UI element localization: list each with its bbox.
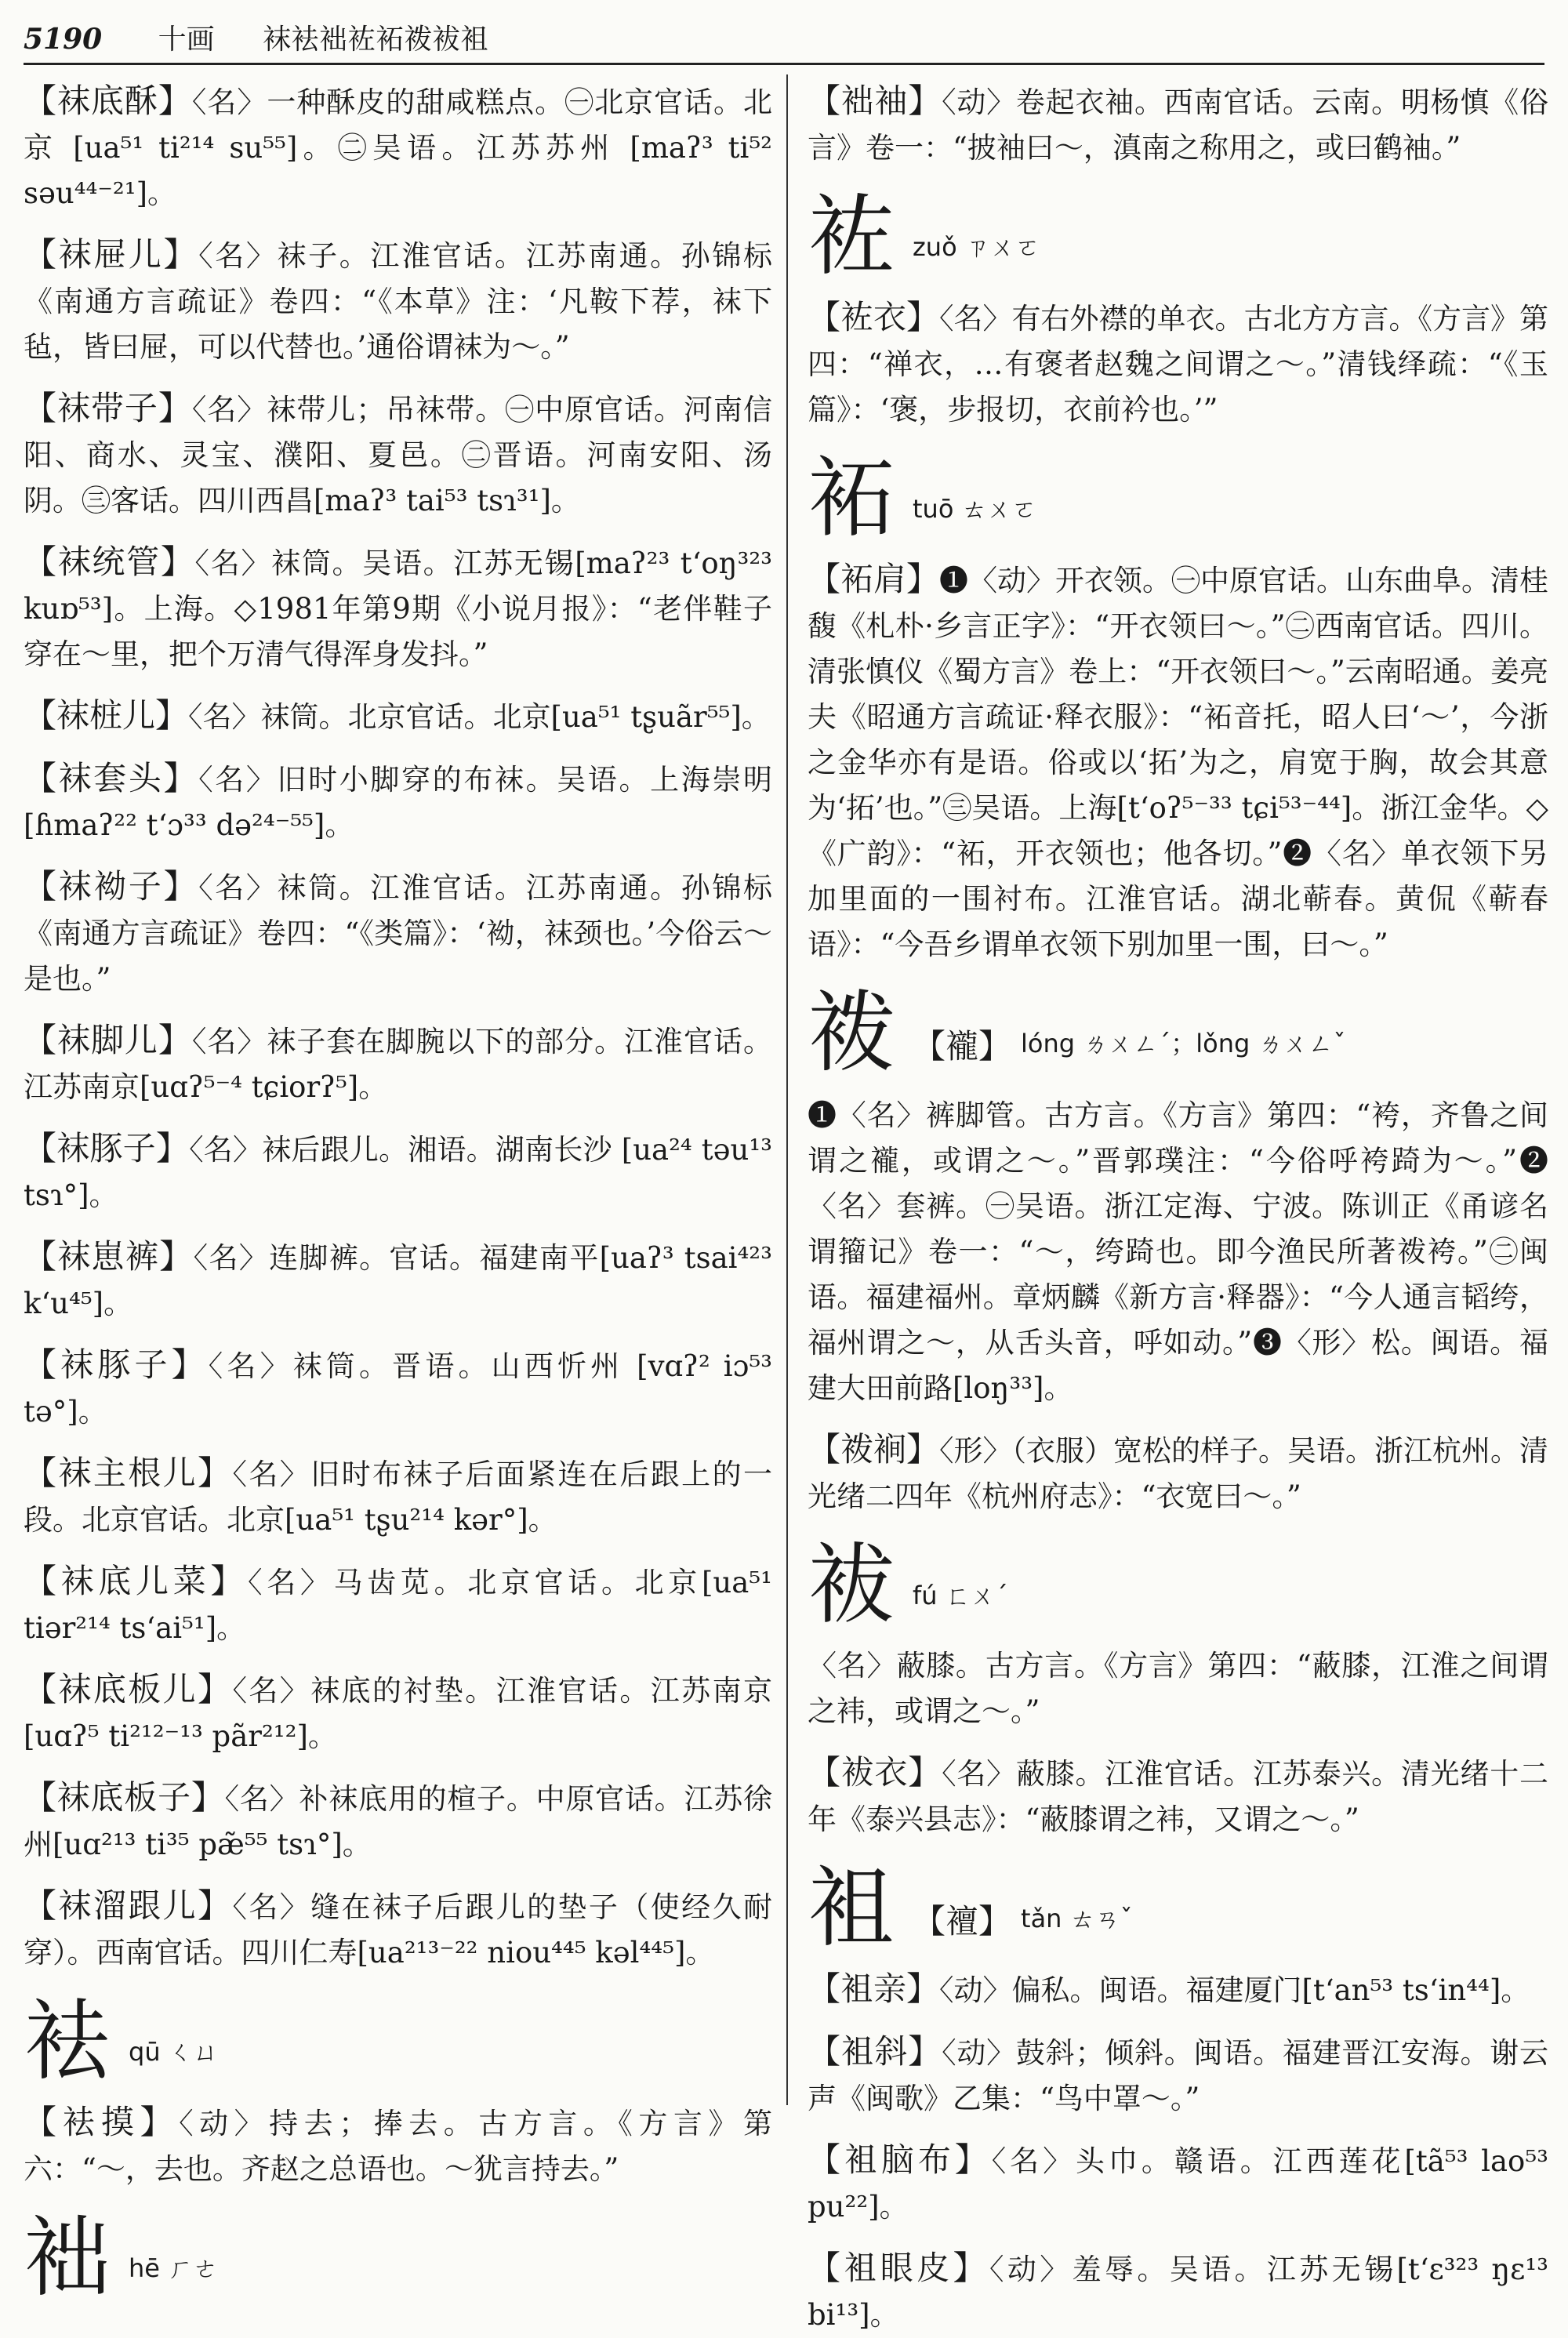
column-divider [786,74,788,2105]
left-column [24,78,772,2309]
entry-term: 【袜带子】 [24,389,192,427]
headword-pinyin: hē ㄏㄜ [129,2253,219,2283]
entry-definition: 〈动〉持去；捧去。古方言。《方言》第六：“～，去也。齐赵之总语也。～犹言持去。” [24,2107,772,2186]
entry-definition: 〈名〉一种酥皮的甜咸糕点。㊀北京官话。北京 [ua⁵¹ ti²¹⁴ su⁵⁵]。㊁吴语。江苏苏州 [maʔ³ ti⁵² səu⁴⁴⁻²¹]。 [24,85,772,210]
dictionary-entry [24,1450,772,1543]
headword-pinyin: tuō ㄊㄨㄛ [913,494,1037,524]
entry-definition: ❶〈名〉裤脚管。古方言。《方言》第四：“袴，齐鲁之间谓之襱，或谓之～。”晋郭璞注：“今俗呼袴踦为～。”❷〈名〉套裤。㊀吴语。浙江定海、宁波。陈训正《甬谚名谓籀记》卷一：“～，绔踦也。即今渔民所著袯袴。”㊁闽语。福建福州。章炳麟《新方言·释器》：“今人通言韬绔，福州谓之～，从舌头音，呼如动。”❸〈形〉松。闽语。福建大田前路[loŋ³³]。 [808,1098,1548,1405]
entry-term: 【袜底板儿】 [24,1670,233,1708]
entry-term: 【袜豚子】 [24,1345,209,1384]
dictionary-entry [808,295,1548,433]
entry-definition: 〈名〉有右外襟的单衣。古北方方言。《方言》第四：“禅衣，…有褒者赵魏之间谓之～。”清钱绎疏：“《玉篇》：‘褒，步报切，衣前衿也。’” [808,302,1549,427]
entry-definition: 〈动〉鼓斜；倾斜。闽语。福建晋江安海。谢云声《闽歌》乙集：“鸟中罩～。” [808,2036,1548,2115]
entry-term: 【袪摸】 [24,2103,180,2141]
dictionary-entry [24,1126,772,1218]
headword-char: 袪 [24,1991,111,2093]
dictionary-entry [808,2137,1548,2230]
dictionary-entry [24,386,772,524]
headword-long [808,982,1548,1084]
entry-definition: 〈名〉袜筒。江淮官话。江苏南通。孙锦标《南通方言疏证》卷四：“《类篇》：‘袎，袜颈也。’今俗云～是也。” [24,871,772,996]
entry-definition: 〈名〉补袜底用的楦子。中原官话。江苏徐州[uɑ²¹³ ti³⁵ pæ̃⁵⁵ tsɿ°]。 [24,1782,772,1861]
entry-term: 【袜脚儿】 [24,1021,192,1059]
headword-char: 袥 [808,448,895,550]
entry-term: 【袥肩】 [808,560,940,598]
dictionary-entry [24,539,772,677]
entry-term: 【袜套头】 [24,759,199,797]
entry-definition: 〈名〉蔽膝。江淮官话。江苏泰兴。清光绪十二年《泰兴县志》：“蔽膝谓之袆，又谓之～。” [808,1757,1548,1836]
dictionary-entry [24,1559,772,1651]
section-label: 十画 [158,24,215,56]
dictionary-entry [24,1883,772,1976]
entry-term: 【袜底酥】 [24,82,192,120]
dictionary-entry [24,2100,772,2192]
page-number: 5190 [24,23,103,56]
entry-definition: 〈名〉连脚裤。官话。福建南平[uaʔ³ tsai⁴²³ kʻu⁴⁵]。 [24,1241,772,1320]
entry-definition: 〈名〉旧时小脚穿的布袜。吴语。上海崇明[ɦmaʔ²² tʻɔ³³ də²⁴⁻⁵⁵]。 [24,763,772,842]
headword-tan [808,1857,1548,1959]
entry-definition: 〈名〉袜筒。晋语。山西忻州 [vɑʔ² iɔ⁵³ tə°]。 [24,1349,772,1429]
entry-definition: 〈动〉偏私。闽语。福建厦门[tʻan⁵³ tsʻin⁴⁴]。 [939,1973,1530,2007]
entry-term: 【袜豚子】 [24,1129,190,1167]
dictionary-entry [24,756,772,848]
headword-pinyin: tǎn ㄊㄢˇ [1021,1904,1133,1933]
headword-pinyin: qū ㄑㄩ [129,2037,219,2067]
page-header [24,16,1544,65]
headword-char: 袓 [808,1857,895,1959]
entry-term: 【袏衣】 [808,298,940,336]
headword-tuo [808,448,1548,550]
headword-variant: 【襱】 [913,1027,1012,1066]
entry-definition: 〈名〉袜子套在脚腕以下的部分。江淮官话。江苏南京[uɑʔ⁵⁻⁴ tɕiorʔ⁵]。 [24,1025,772,1104]
entry-term: 【袓脑布】 [808,2140,992,2179]
entry-term: 【袜主根儿】 [24,1454,233,1492]
entry-definition: 〈名〉袜筒。吴语。江苏无锡[maʔ²³ tʻoŋ³²³ kuɒ⁵³]。上海。◇1981年第9期《小说月报》：“老伴鞋子穿在～里，把个万清气得浑身发抖。” [24,546,772,671]
dictionary-entry [24,1775,772,1868]
entry-term: 【袜崽裤】 [24,1237,194,1276]
entry-definition: 〈形〉（衣服）宽松的样子。吴语。浙江杭州。清光绪二四年《杭州府志》：“衣宽曰～。” [808,1434,1549,1513]
headword-he [24,2207,772,2309]
dictionary-entry [808,1643,1548,1734]
entry-definition: 〈名〉缝在袜子后跟儿的垫子（使经久耐穿）。西南官话。四川仁寿[ua²¹³⁻²² niou⁴⁴⁵ kəl⁴⁴⁵]。 [24,1890,772,1970]
dictionary-entry [808,1427,1548,1519]
entry-term: 【袦袖】 [808,82,942,120]
entry-definition: 〈名〉袜底的衬垫。江淮官话。江苏南京[uɑʔ⁵ ti²¹²⁻¹³ pãr²¹²]。 [24,1674,772,1753]
dictionary-entry [808,557,1548,968]
entry-definition: 〈动〉卷起衣袖。西南官话。云南。明杨慎《俗言》卷一：“披袖曰～，滇南之称用之，或曰鹤袖。” [808,85,1548,165]
dictionary-entry [808,2029,1548,2122]
entry-definition: 〈名〉旧时布袜子后面紧连在后跟上的一段。北京官话。北京[ua⁵¹ tʂu²¹⁴ kər°]。 [24,1458,772,1537]
entry-term: 【袚衣】 [808,1753,942,1792]
entry-definition: 〈名〉袜子。江淮官话。江苏南通。孙锦标《南通方言疏证》卷四：“《本草》注：‘凡鞍下荐，袜下毡，皆曰屉，可以代替也。’通俗谓袜为～。” [24,239,772,364]
header-chars: 袜袪袦袏袥袯袚袓 [263,24,489,56]
entry-definition: 〈名〉袜带儿；吊袜带。㊀中原官话。河南信阳、商水、灵宝、濮阳、夏邑。㊁晋语。河南安阳、汤阴。㊂客话。四川西昌[maʔ³ tai⁵³ tsɿ³¹]。 [24,393,772,517]
headword-pinyin: lóng ㄌㄨㄥˊ；lǒng ㄌㄨㄥˇ [1021,1029,1346,1058]
entry-term: 【袓眼皮】 [808,2249,989,2287]
dictionary-entry [24,232,772,370]
dictionary-entry [808,1750,1548,1842]
entry-term: 【袓亲】 [808,1970,940,2008]
dictionary-entry [24,1018,772,1110]
dictionary-entry [24,864,772,1002]
dictionary-entry [24,693,772,740]
entry-definition: 〈名〉袜筒。北京官话。北京[ua⁵¹ tʂuãr⁵⁵]。 [188,700,771,734]
dictionary-entry [24,1234,772,1327]
headword-variant: 【襢】 [913,1902,1012,1940]
entry-term: 【袜袎子】 [24,867,199,906]
entry-definition: 〈名〉蔽膝。古方言。《方言》第四：“蔽膝，江淮之间谓之袆，或谓之～。” [808,1649,1548,1728]
entry-term: 【袜底儿菜】 [24,1562,249,1600]
entry-term: 【袜屉儿】 [24,235,199,274]
entry-term: 【袜底板子】 [24,1778,225,1817]
dictionary-entry [808,78,1548,171]
headword-pinyin: zuǒ ㄗㄨㄛ [913,232,1040,262]
entry-term: 【袜溜跟儿】 [24,1886,233,1925]
headword-char: 袦 [24,2207,111,2309]
entry-definition: 〈动〉羞辱。吴语。江苏无锡[tʻɛ³²³ ŋɛ¹³ bi¹³]。 [808,2253,1548,2332]
entry-definition: ❶〈动〉开衣领。㊀中原官话。山东曲阜。清桂馥《札朴·乡言正字》：“开衣领曰～。”㊁西南官话。四川。清张慎仪《蜀方言》卷上：“开衣领曰～。”云南昭通。姜亮夫《昭通方言疏证·释衣服》：“袥音托，昭人曰‘～’，今浙之金华亦有是语。俗或以‘拓’为之，肩宽于胸，故会其意为‘拓’也。”㊂吴语。上海[tʻoʔ⁵⁻³³ tɕi⁵³⁻⁴⁴]。浙江金华。◇《广韵》：“袥，开衣领也；他各切。”❷〈名〉单衣领下另加里面的一围衬布。江淮官话。湖北蕲春。黄侃《蕲春语》：“今吾乡谓单衣领下别加里一围，曰～。” [808,564,1549,961]
headword-char: 袚 [808,1534,895,1636]
entry-term: 【袜统管】 [24,543,195,581]
headword-fu [808,1534,1548,1636]
dictionary-entry [24,78,772,216]
entry-term: 【袓斜】 [808,2032,942,2071]
entry-definition: 〈名〉袜后跟儿。湘语。湖南长沙 [ua²⁴ təu¹³ tsɿ°]。 [24,1133,772,1212]
dictionary-entry [808,2245,1548,2338]
entry-definition: 〈名〉头巾。赣语。江西莲花[tã⁵³ lao⁵³ pu²²]。 [808,2144,1548,2224]
dictionary-entry [24,1667,772,1759]
headword-char: 袏 [808,186,895,288]
right-column [808,78,1549,2332]
headword-qu [24,1991,772,2093]
entry-term: 【袜桩儿】 [24,696,189,735]
dictionary-entry [808,1091,1548,1411]
entry-definition: 〈名〉马齿苋。北京官话。北京[ua⁵¹ tiər²¹⁴ tsʻai⁵¹]。 [24,1566,772,1645]
entry-term: 【袯裥】 [808,1430,940,1469]
headword-zuo [808,186,1548,288]
headword-pinyin: fú ㄈㄨˊ [913,1581,1008,1610]
headword-char: 袯 [808,982,895,1084]
dictionary-entry [24,1342,772,1435]
dictionary-entry [808,1966,1548,2013]
